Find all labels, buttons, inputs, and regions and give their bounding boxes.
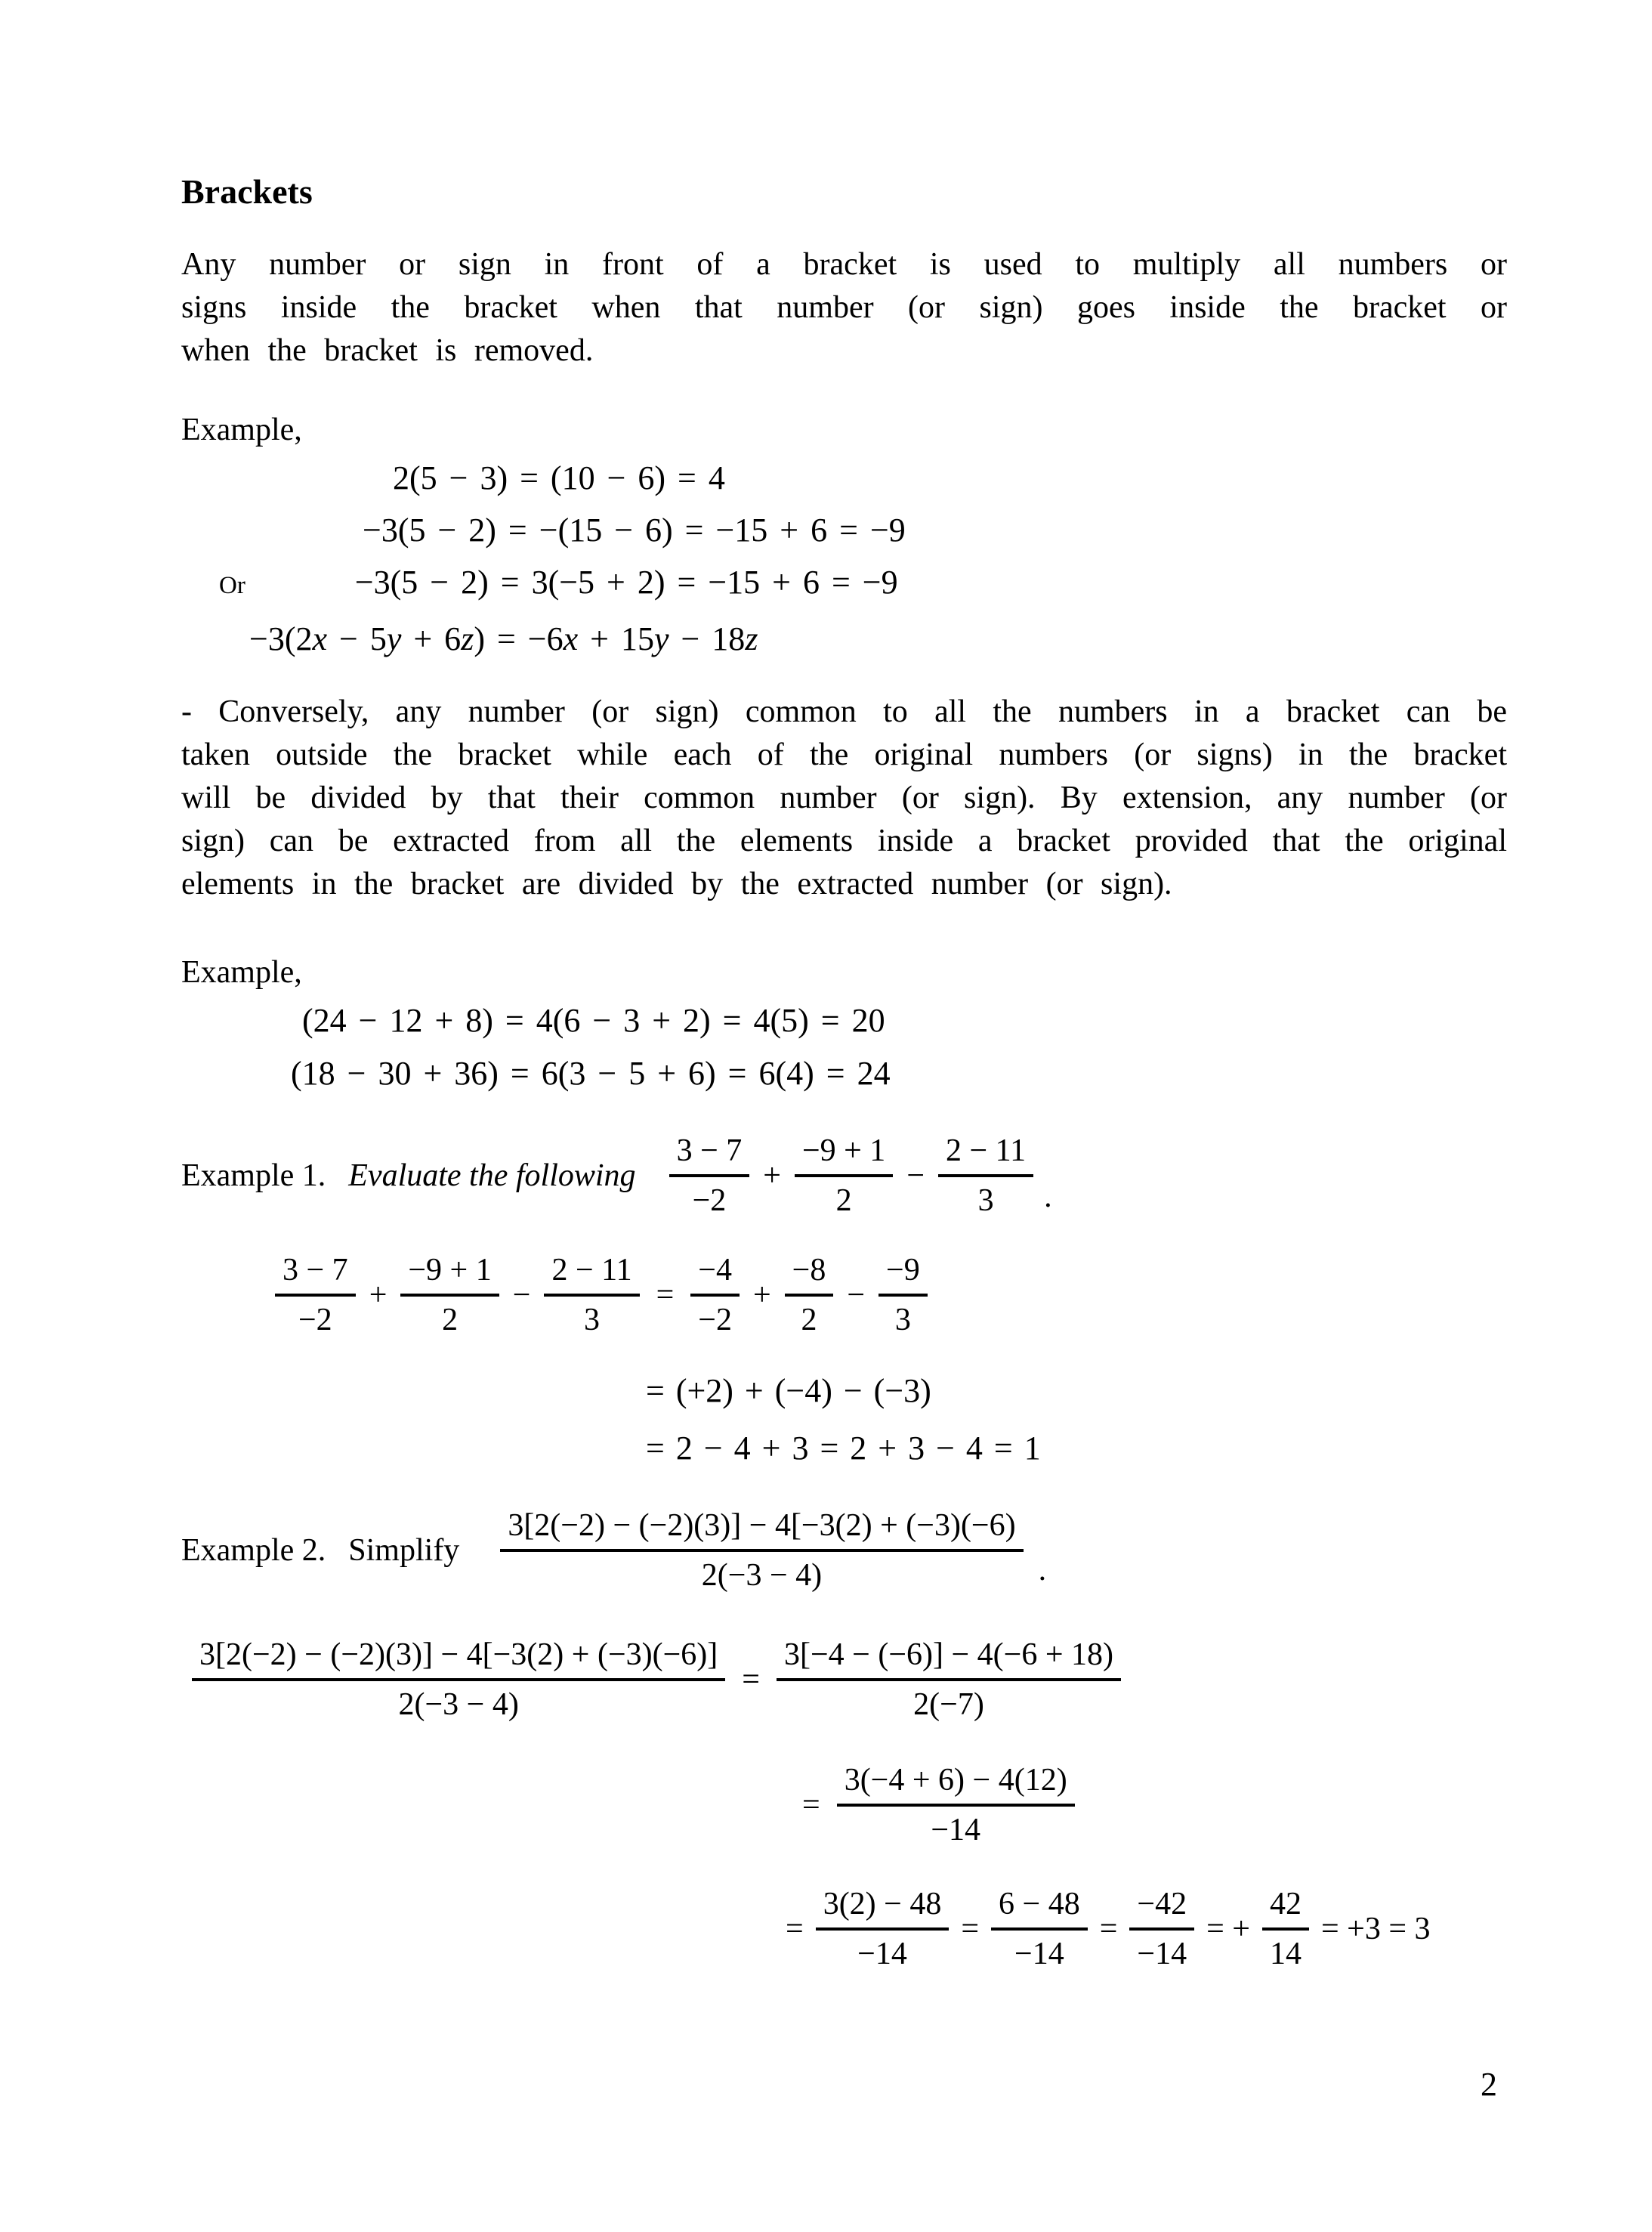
fraction-denominator: −2 <box>298 1303 332 1337</box>
equals-sign: = <box>786 1912 804 1946</box>
fraction-numerator: 3[2(−2) − (−2)(3)] − 4[−3(2) + (−3)(−6)] <box>192 1636 725 1681</box>
example1-label: Example 1. <box>181 1158 326 1193</box>
period: . <box>1038 1553 1047 1587</box>
fraction <box>669 1132 750 1220</box>
fraction-denominator: −14 <box>931 1813 981 1847</box>
example2-working-line2 <box>793 1761 1507 1849</box>
example2-statement <box>181 1507 1507 1594</box>
equation-text: −3(5 − 2) = 3(−5 + 2) = −15 + 6 = −9 <box>354 564 898 601</box>
fraction-numerator: −9 + 1 <box>795 1132 893 1177</box>
fraction <box>275 1251 356 1339</box>
example-label: Example, <box>181 955 302 990</box>
equation-line: (24 − 12 + 8) = 4(6 − 3 + 2) = 4(5) = 20 <box>302 1002 885 1039</box>
or-label: Or <box>219 572 245 599</box>
fraction-numerator: −9 <box>878 1251 928 1297</box>
fraction <box>544 1251 639 1339</box>
fraction-denominator: 2(−3 − 4) <box>398 1687 519 1722</box>
paragraph-line: when the bracket is removed. <box>181 333 594 368</box>
fraction-denominator: −14 <box>1014 1937 1064 1971</box>
example1-prompt: Evaluate the following <box>348 1158 636 1193</box>
fraction <box>991 1885 1088 1973</box>
example2-working-line3 <box>778 1885 1507 1973</box>
equation-line: (18 − 30 + 36) = 6(3 − 5 + 6) = 6(4) = 24 <box>291 1055 891 1092</box>
fraction-numerator: 3(−4 + 6) − 4(12) <box>837 1761 1075 1807</box>
equals-sign: = <box>742 1662 760 1697</box>
fraction <box>816 1885 950 1973</box>
fraction-denominator: 14 <box>1269 1937 1302 1971</box>
fraction-numerator: 2 − 11 <box>938 1132 1033 1177</box>
paragraph-line: - Conversely, any number (or sign) common to all the numbers in a bracket can be <box>181 694 1507 729</box>
fraction-denominator: −14 <box>857 1937 907 1971</box>
fraction <box>1129 1885 1194 1973</box>
conversely-paragraph <box>181 691 1507 906</box>
example1-working-line2: = (+2) + (−4) − (−3) <box>646 1372 931 1409</box>
fraction-numerator: 3 − 7 <box>669 1132 750 1177</box>
paragraph-line: signs inside the bracket when that number (or sign) goes inside the bracket or <box>181 290 1507 325</box>
fraction <box>938 1132 1033 1220</box>
fraction-denominator: 3 <box>894 1303 911 1337</box>
page-number: 2 <box>1481 2066 1497 2103</box>
page-title: Brackets <box>181 172 313 211</box>
plus-operator: + <box>369 1278 388 1312</box>
fraction <box>878 1251 928 1339</box>
fraction-numerator: 3[−4 − (−6)] − 4(−6 + 18) <box>777 1636 1121 1681</box>
example-label: Example, <box>181 413 302 447</box>
period: . <box>1044 1179 1052 1214</box>
equation-line: −3(5 − 2) = −(15 − 6) = −15 + 6 = −9 <box>363 512 906 549</box>
paragraph-line: sign) can be extracted from all the elements inside a bracket provided that the original <box>181 824 1507 858</box>
result-text: = +3 = 3 <box>1320 1912 1431 1946</box>
fraction-denominator: 2 <box>835 1183 852 1218</box>
fraction-denominator: −14 <box>1137 1937 1187 1971</box>
plus-operator: + <box>752 1278 771 1312</box>
fraction <box>777 1636 1121 1723</box>
fraction-numerator: 6 − 48 <box>991 1885 1088 1931</box>
paragraph-line: will be divided by that their common number (or sign). By extension, any number (or <box>181 781 1507 815</box>
example1-statement <box>181 1132 1507 1220</box>
fraction <box>785 1251 834 1339</box>
paragraph-line: elements in the bracket are divided by the extracted number (or sign). <box>181 867 1172 901</box>
fraction-denominator: 2 <box>442 1303 459 1337</box>
paragraph-line: taken outside the bracket while each of the original numbers (or signs) in the bracket <box>181 737 1507 772</box>
equals-sign: = <box>1099 1912 1118 1946</box>
equation-line <box>181 556 1507 612</box>
fraction <box>837 1761 1075 1849</box>
example1-working-line3: = 2 − 4 + 3 = 2 + 3 − 4 = 1 <box>646 1430 1041 1467</box>
example1-working-line1 <box>267 1251 1507 1339</box>
example2-label: Example 2. <box>181 1533 326 1568</box>
example2-working-line1 <box>184 1636 1507 1723</box>
fraction <box>400 1251 499 1339</box>
fraction <box>192 1636 725 1723</box>
fraction <box>690 1251 740 1339</box>
fraction-numerator: 3(2) − 48 <box>816 1885 950 1931</box>
fraction-numerator: 2 − 11 <box>544 1251 639 1297</box>
equation-line: −3(2x − 5y + 6z) = −6x + 15y − 18z <box>249 620 758 657</box>
minus-operator: − <box>906 1158 925 1193</box>
fraction-numerator: 42 <box>1262 1885 1309 1931</box>
fraction-denominator: 2(−7) <box>913 1687 984 1722</box>
fraction-numerator: 3 − 7 <box>275 1251 356 1297</box>
fraction-numerator: −8 <box>785 1251 834 1297</box>
fraction-denominator: −2 <box>698 1303 732 1337</box>
fraction-denominator: 2(−3 − 4) <box>701 1558 823 1593</box>
plus-operator: + <box>763 1158 781 1193</box>
fraction <box>500 1507 1023 1594</box>
fraction-numerator: −42 <box>1129 1885 1194 1931</box>
fraction-numerator: −9 + 1 <box>400 1251 499 1297</box>
fraction <box>1262 1885 1309 1973</box>
fraction-numerator: 3[2(−2) − (−2)(3)] − 4[−3(2) + (−3)(−6) <box>500 1507 1023 1552</box>
fraction-numerator: −4 <box>690 1251 740 1297</box>
equals-sign: = <box>961 1912 980 1946</box>
equation-line: 2(5 − 3) = (10 − 6) = 4 <box>393 459 725 496</box>
minus-operator: − <box>847 1278 866 1312</box>
intro-paragraph <box>181 243 1507 373</box>
equals-sign: = <box>656 1278 675 1312</box>
fraction-denominator: 2 <box>801 1303 817 1337</box>
equals-sign: = <box>802 1788 820 1822</box>
fraction-denominator: 3 <box>977 1183 994 1218</box>
fraction <box>795 1132 893 1220</box>
equals-plus-sign: = + <box>1206 1912 1250 1946</box>
fraction-denominator: 3 <box>584 1303 600 1337</box>
example2-prompt: Simplify <box>348 1533 460 1568</box>
fraction-denominator: −2 <box>692 1183 727 1218</box>
paragraph-line: Any number or sign in front of a bracket is used to multiply all numbers or <box>181 247 1507 282</box>
minus-operator: − <box>512 1278 531 1312</box>
